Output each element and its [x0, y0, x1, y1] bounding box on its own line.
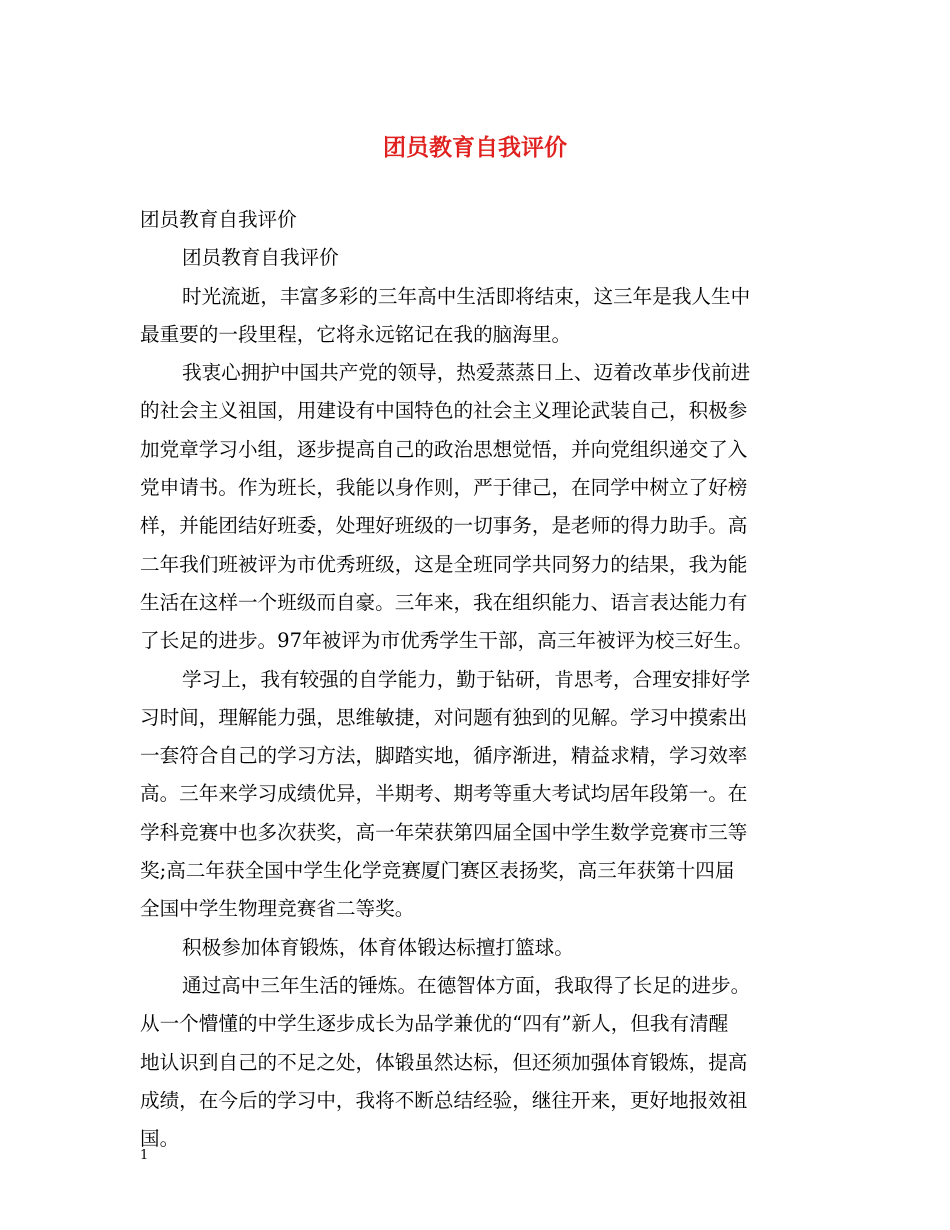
- text-line: 学科竞赛中也多次获奖，高一年荣获第四届全国中学生数学竞赛市三等: [140, 820, 748, 844]
- text-line: 党申请书。作为班长，我能以身作则，严于律己，在同学中树立了好榜: [140, 476, 748, 500]
- text-line: 生活在这样一个班级而自豪。三年来，我在组织能力、语言表达能力有: [140, 590, 748, 614]
- text-line: 二年我们班被评为市优秀班级，这是全班同学共同努力的结果，我为能: [140, 552, 748, 576]
- text-line: 高。三年来学习成绩优异，半期考、期考等重大考试均居年段第一。在: [140, 782, 748, 806]
- text-line: 成绩，在今后的学习中，我将不断总结经验，继往开来，更好地报效祖: [140, 1088, 748, 1112]
- text-line: 积极参加体育锻炼，体育体锻达标擅打篮球。: [182, 935, 574, 959]
- text-line: 全国中学生物理竞赛省二等奖。: [140, 897, 415, 921]
- text-line: 国。: [140, 1127, 180, 1151]
- document-body: [140, 201, 815, 1158]
- text-line: 学习上，我有较强的自学能力，勤于钻研，肯思考，合理安排好学: [182, 667, 751, 691]
- text-line: 通过高中三年生活的锤炼。在德智体方面，我取得了长足的进步。: [182, 973, 751, 997]
- text-line: 奖;高二年获全国中学生化学竞赛厦门赛区表扬奖，高三年获第十四届: [140, 859, 735, 883]
- document-title: 团员教育自我评价: [383, 134, 567, 161]
- text-line: 的社会主义祖国，用建设有中国特色的社会主义理论武装自己，积极参: [140, 399, 748, 423]
- text-line: 最重要的一段里程，它将永远铭记在我的脑海里。: [140, 322, 572, 346]
- page-number: 1: [140, 1148, 149, 1163]
- text-line: 样，并能团结好班委，处理好班级的一切事务，是老师的得力助手。高: [140, 514, 748, 538]
- text-line: 了长足的进步。97年被评为市优秀学生干部，高三年被评为校三好生。: [140, 629, 753, 653]
- text-line: 从一个懵懂的中学生逐步成长为品学兼优的“四有”新人，但我有清醒: [140, 1012, 729, 1036]
- text-line: 团员教育自我评价: [182, 246, 339, 270]
- text-line: 团员教育自我评价: [140, 208, 297, 231]
- text-line: 一套符合自己的学习方法，脚踏实地，循序渐进，精益求精，学习效率: [140, 744, 748, 768]
- text-line: 时光流逝，丰富多彩的三年高中生活即将结束，这三年是我人生中: [182, 284, 751, 308]
- text-line: 我衷心拥护中国共产党的领导，热爱蒸蒸日上、迈着改革步伐前进: [182, 361, 751, 385]
- text-line: 习时间，理解能力强，思维敏捷，对问题有独到的见解。学习中摸索出: [140, 705, 748, 729]
- text-line: 地认识到自己的不足之处，体锻虽然达标，但还须加强体育锻炼，提高: [140, 1050, 748, 1074]
- text-line: 加党章学习小组，逐步提高自己的政治思想觉悟，并向党组织递交了入: [140, 437, 748, 461]
